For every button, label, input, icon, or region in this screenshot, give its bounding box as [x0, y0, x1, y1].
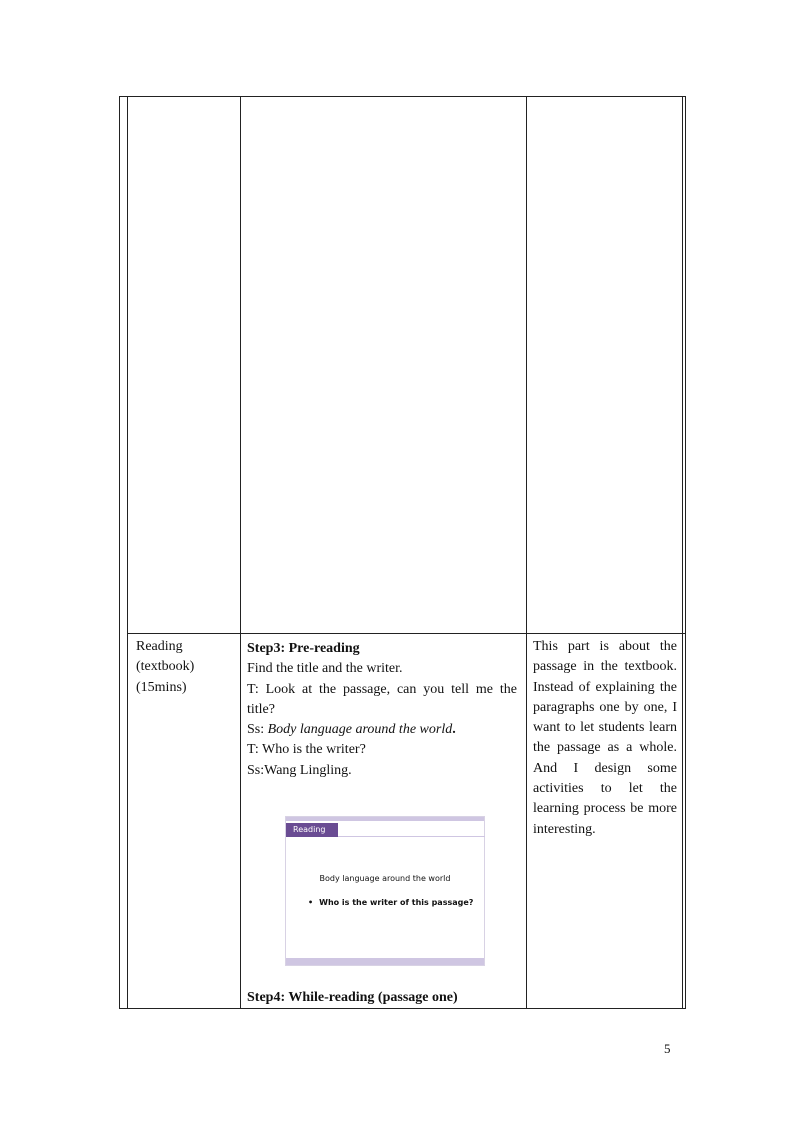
procedure-line [247, 720, 517, 740]
step3-heading: Step3: Pre-reading [247, 641, 360, 656]
column-divider-1 [240, 96, 241, 1009]
slide-bullet-text: Who is the writer of this passage? [319, 898, 474, 907]
slide-tag-underline [338, 836, 485, 837]
stage-cell [136, 637, 232, 698]
stage-line: Reading [136, 639, 183, 654]
procedure-line: T: Look at the passage, can you tell me the title? [247, 681, 517, 717]
table-left-inner-border [127, 96, 128, 1009]
slide-section-tag: Reading [286, 823, 338, 837]
stage-line: (textbook) [136, 659, 195, 675]
procedure-line: Ss:Wang Lingling. [247, 762, 352, 778]
stage-line: (15mins) [136, 679, 187, 695]
period: . [452, 722, 456, 738]
bullet-dot-icon: • [308, 898, 314, 907]
table-right-border [685, 96, 686, 1009]
slide-top-bar [286, 817, 484, 821]
slide-bullet-item [308, 898, 478, 907]
table-left-border [119, 96, 120, 1009]
purpose-text: This part is about the passage in the textbook. Instead of explaining the paragraphs one by one, I want to let students learn the passage as a whole. And I design some activities to let the learning process be more interesting. [533, 639, 677, 837]
passage-title: Body language around the world [267, 722, 453, 738]
slide-title: Body language around the world [319, 874, 451, 883]
table-top-border [119, 96, 686, 97]
column-divider-2 [526, 96, 527, 1009]
procedure-cell [247, 639, 517, 781]
purpose-cell [533, 637, 677, 840]
step4-heading: Step4: While-reading (passage one) [247, 990, 458, 1005]
table-right-inner-border [682, 96, 683, 1009]
speaker-prefix: Ss: [247, 722, 268, 738]
procedure-line: T: Who is the writer? [247, 742, 366, 758]
procedure-line: Find the title and the writer. [247, 661, 403, 677]
slide-thumbnail [285, 816, 485, 966]
page-number: 5 [664, 1041, 671, 1056]
row-divider [127, 633, 686, 634]
slide-bottom-bar [286, 958, 484, 965]
